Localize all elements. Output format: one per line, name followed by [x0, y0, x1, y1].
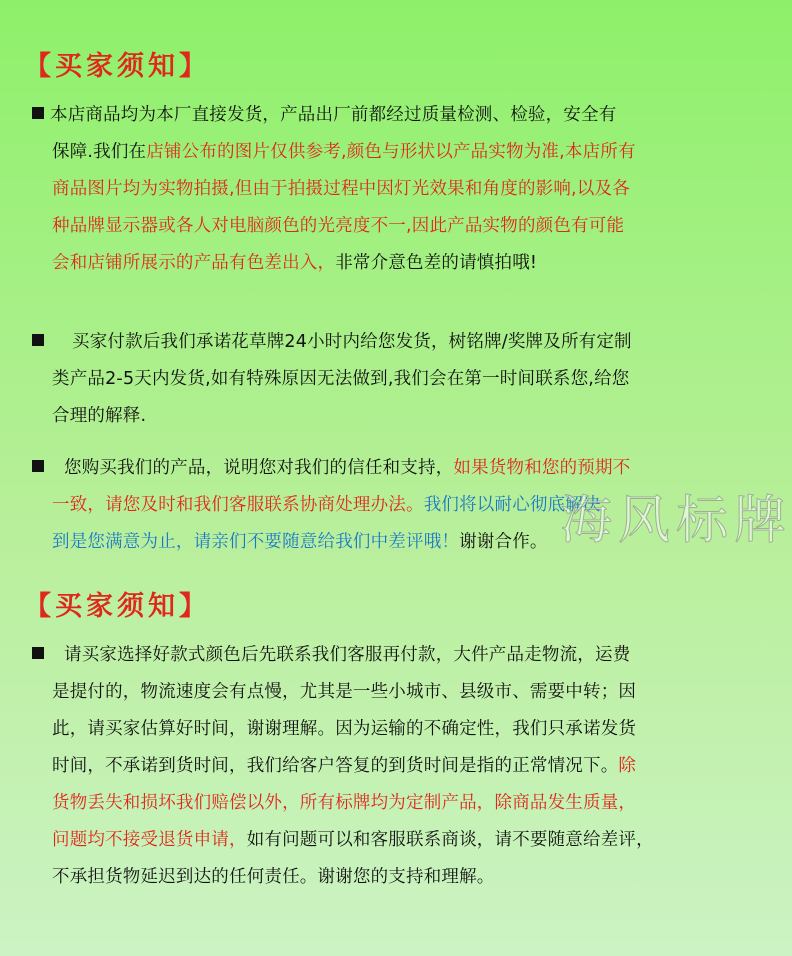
- notice-paragraph-quality: [32, 97, 722, 282]
- title-text: 买家须知: [55, 51, 179, 82]
- bullet-square-icon: [32, 107, 44, 119]
- paragraph-line: 是提付的，物流速度会有点慢，尤其是一些小城市、县级市、需要中转；因: [52, 682, 637, 702]
- title-bracket-open: 【: [24, 591, 55, 622]
- title-bracket-close: 】: [179, 591, 210, 622]
- section2-title: [24, 584, 210, 623]
- paragraph-line: 货物丢失和损坏我们赔偿以外，所有标牌均为定制产品，除商品发生质量，: [52, 793, 637, 813]
- paragraph-line: 保障.我们在店铺公布的图片仅供参考,颜色与形状以产品实物为准,本店所有: [52, 142, 636, 162]
- paragraph-line: 此，请买家估算好时间，谢谢理解。因为运输的不确定性，我们只承诺发货: [52, 719, 637, 739]
- paragraph-line: 时间，不承诺到货时间，我们给客户答复的到货时间是指的正常情况下。除: [52, 756, 637, 776]
- title-bracket-open: 【: [24, 51, 55, 82]
- bullet-square-icon: [32, 647, 44, 659]
- bullet-square-icon: [32, 460, 44, 472]
- paragraph-line: 一致，请您及时和我们客服联系协商处理办法。我们将以耐心彻底解决: [52, 495, 601, 515]
- notice-paragraph-shipping: [32, 324, 722, 435]
- watermark-text: 海风标牌: [560, 491, 792, 551]
- paragraph-line: 本店商品均为本厂直接发货，产品出厂前都经过质量检测、检验，安全有: [32, 97, 722, 134]
- paragraph-line: 会和店铺所展示的产品有色差出入，非常介意色差的请慎拍哦!: [52, 253, 538, 273]
- bullet-square-icon: [32, 334, 44, 346]
- paragraph-line: 商品图片均为实物拍摄,但由于拍摄过程中因灯光效果和角度的影响,以及各: [52, 179, 630, 199]
- paragraph-line: 问题均不接受退货申请，如有问题可以和客服联系商谈，请不要随意给差评，: [52, 830, 654, 850]
- paragraph-line: 买家付款后我们承诺花草牌24小时内给您发货，树铭牌/奖牌及所有定制: [32, 324, 722, 361]
- notice-paragraph-logistics: [32, 637, 722, 896]
- paragraph-line: 种品牌显示器或各人对电脑颜色的光亮度不一,因此产品实物的颜色有可能: [52, 216, 625, 236]
- paragraph-line: 合理的解释.: [52, 406, 147, 426]
- paragraph-line: 到是您满意为止，请亲们不要随意给我们中差评哦！谢谢合作。: [52, 532, 548, 552]
- paragraph-line: 请买家选择好款式颜色后先联系我们客服再付款，大件产品走物流，运费: [32, 637, 722, 674]
- title-bracket-close: 】: [179, 51, 210, 82]
- paragraph-line: 您购买我们的产品，说明您对我们的信任和支持，如果货物和您的预期不: [32, 450, 722, 487]
- title-text: 买家须知: [55, 591, 179, 622]
- paragraph-line: 不承担货物延迟到达的任何责任。谢谢您的支持和理解。: [52, 867, 495, 887]
- paragraph-line: 类产品2-5天内发货,如有特殊原因无法做到,我们会在第一时间联系您,给您: [52, 369, 630, 389]
- section1-title: [24, 44, 210, 83]
